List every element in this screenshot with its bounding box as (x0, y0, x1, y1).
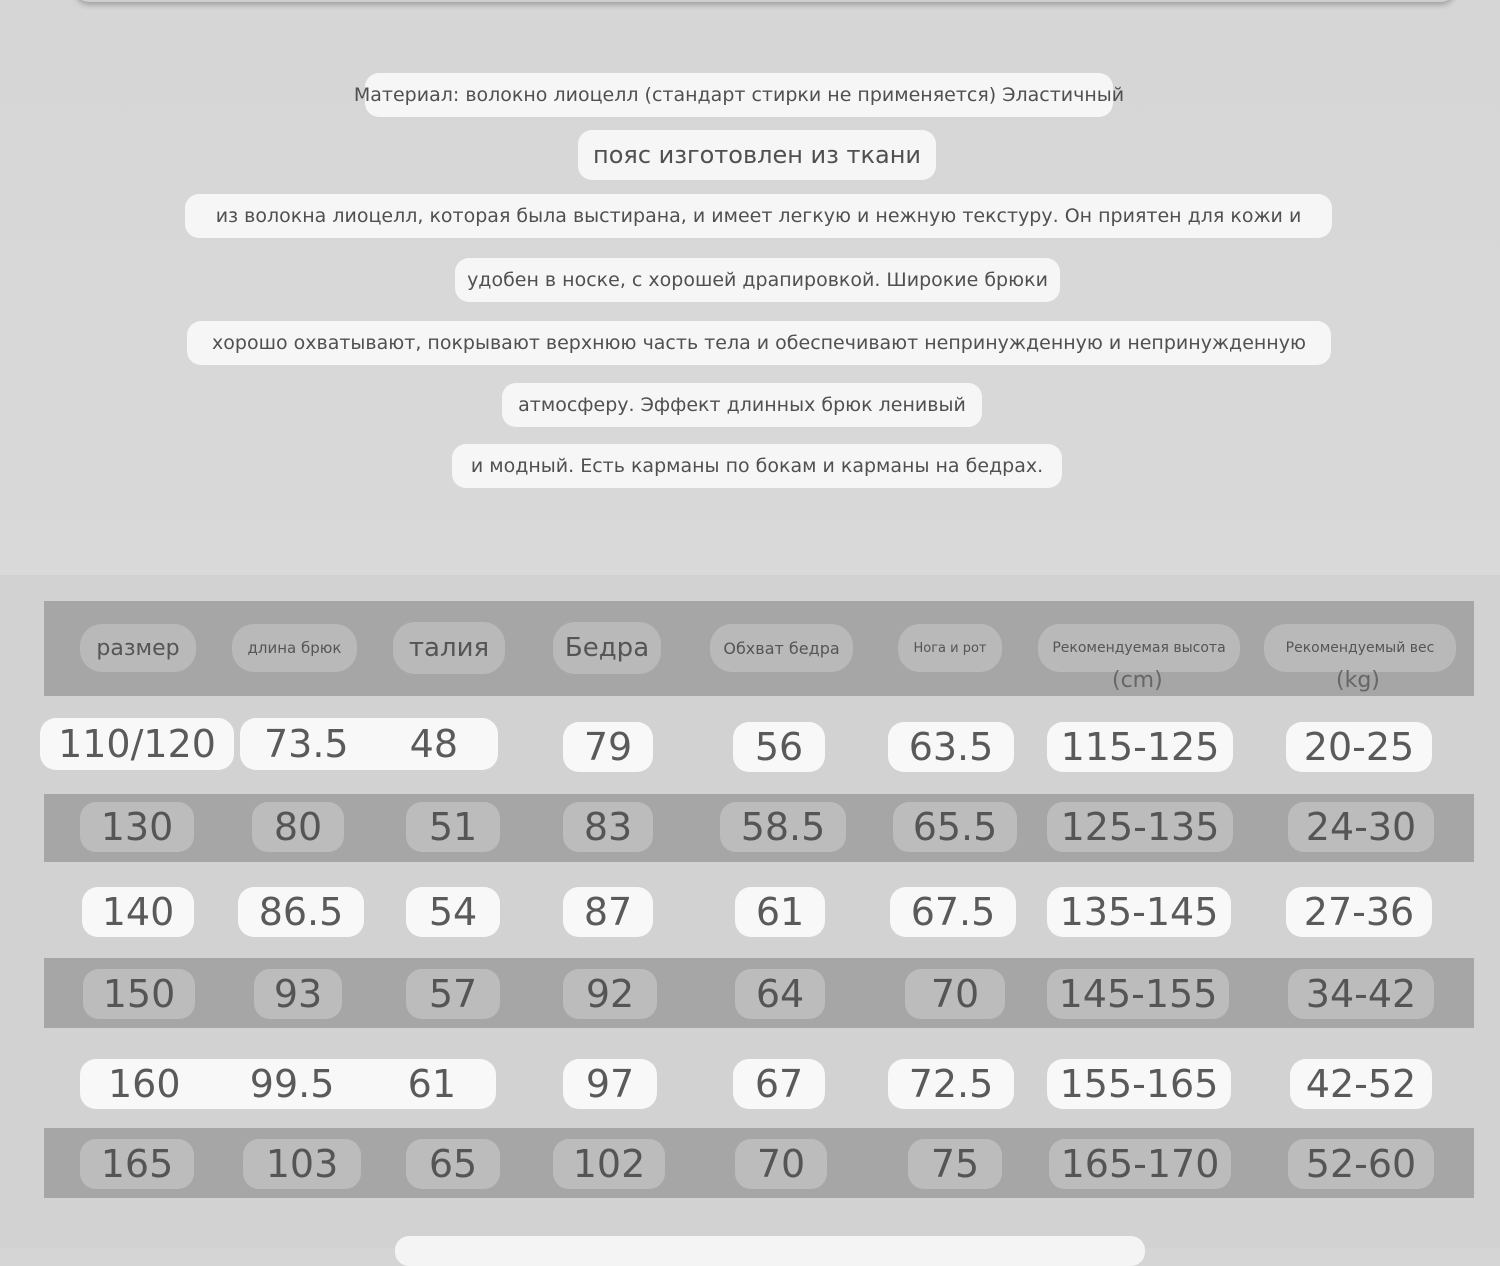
header-recommended-weight: Рекомендуемый вес (1264, 624, 1456, 672)
cell-hips: 92 (563, 969, 657, 1019)
cell-pants-length: 103 (243, 1139, 361, 1189)
cell-weight: 20-25 (1286, 722, 1432, 772)
cell-height: 145-155 (1047, 969, 1229, 1019)
cell-thigh: 56 (733, 722, 825, 772)
cell-size: 150 (83, 969, 195, 1019)
cell-thigh: 64 (735, 969, 825, 1019)
cell-hips: 83 (563, 802, 653, 852)
description-line-2: пояс изготовлен из ткани (578, 130, 936, 180)
cell-hips: 79 (563, 722, 653, 772)
cell-pants-length (240, 718, 498, 770)
header-size: размер (80, 624, 196, 672)
cell-size-value: 160 (108, 1062, 181, 1106)
cell-thigh: 61 (735, 887, 825, 937)
header-recommended-height: Рекомендуемая высота (1038, 624, 1240, 672)
cell-hips: 97 (563, 1059, 657, 1109)
cell-size (80, 1059, 496, 1109)
cell-height: 135-145 (1047, 887, 1231, 937)
cell-waist: 65 (406, 1139, 500, 1189)
cell-waist: 54 (406, 887, 500, 937)
header-hips: Бедра (553, 622, 661, 674)
cell-hips: 102 (553, 1139, 665, 1189)
cell-thigh: 67 (733, 1059, 825, 1109)
top-card-edge (75, 0, 1455, 2)
cell-size: 140 (82, 887, 194, 937)
cell-thigh: 58.5 (720, 802, 846, 852)
cell-height: 125-135 (1047, 802, 1233, 852)
description-line-3: из волокна лиоцелл, которая была выстирана, и имеет легкую и нежную текстуру. Он приятен для кожи и (185, 194, 1332, 238)
cell-size: 110/120 (40, 718, 234, 770)
cell-leg-opening: 65.5 (893, 802, 1017, 852)
cell-leg-opening: 72.5 (888, 1059, 1014, 1109)
header-waist: талия (393, 622, 505, 674)
cell-thigh: 70 (735, 1139, 827, 1189)
bottom-caption-pill (395, 1236, 1145, 1266)
cell-weight: 24-30 (1288, 802, 1434, 852)
header-pants-length: длина брюк (232, 624, 357, 672)
cell-pants-length: 86.5 (238, 887, 364, 937)
cell-weight: 42-52 (1290, 1059, 1432, 1109)
cell-pants-length: 80 (252, 802, 344, 852)
header-thigh: Обхват бедра (710, 624, 853, 672)
cell-hips: 87 (563, 887, 653, 937)
cell-size: 165 (80, 1139, 194, 1189)
cell-size: 130 (80, 802, 194, 852)
cell-pants-length-value: 99.5 (249, 1062, 335, 1106)
description-line-5: хорошо охватывают, покрывают верхнюю часть тела и обеспечивают непринужденную и непринужденную (187, 321, 1331, 365)
description-line-6: атмосферу. Эффект длинных брюк ленивый (502, 383, 982, 427)
description-line-4: удобен в носке, с хорошей драпировкой. Широкие брюки (455, 258, 1060, 302)
unit-weight: (kg) (1336, 668, 1380, 693)
cell-leg-opening: 75 (908, 1139, 1002, 1189)
cell-leg-opening: 63.5 (888, 722, 1014, 772)
cell-leg-opening: 67.5 (890, 887, 1016, 937)
cell-waist: 57 (406, 969, 500, 1019)
cell-pants-length: 93 (254, 969, 342, 1019)
cell-waist: 51 (406, 802, 500, 852)
cell-waist-value: 48 (409, 722, 458, 766)
cell-pants-length-value: 73.5 (264, 722, 349, 766)
cell-waist-value: 61 (407, 1062, 456, 1106)
cell-height: 115-125 (1047, 722, 1233, 772)
header-leg-opening: Нога и рот (898, 624, 1002, 672)
cell-weight: 27-36 (1286, 887, 1432, 937)
cell-height: 165-170 (1049, 1139, 1231, 1189)
description-line-7: и модный. Есть карманы по бокам и карманы на бедрах. (452, 444, 1062, 488)
cell-weight: 52-60 (1288, 1139, 1434, 1189)
cell-leg-opening: 70 (905, 969, 1005, 1019)
cell-height: 155-165 (1047, 1059, 1231, 1109)
description-line-1: Материал: волокно лиоцелл (стандарт стирки не применяется) Эластичный (365, 73, 1113, 117)
unit-height: (cm) (1112, 668, 1163, 693)
cell-weight: 34-42 (1288, 969, 1434, 1019)
